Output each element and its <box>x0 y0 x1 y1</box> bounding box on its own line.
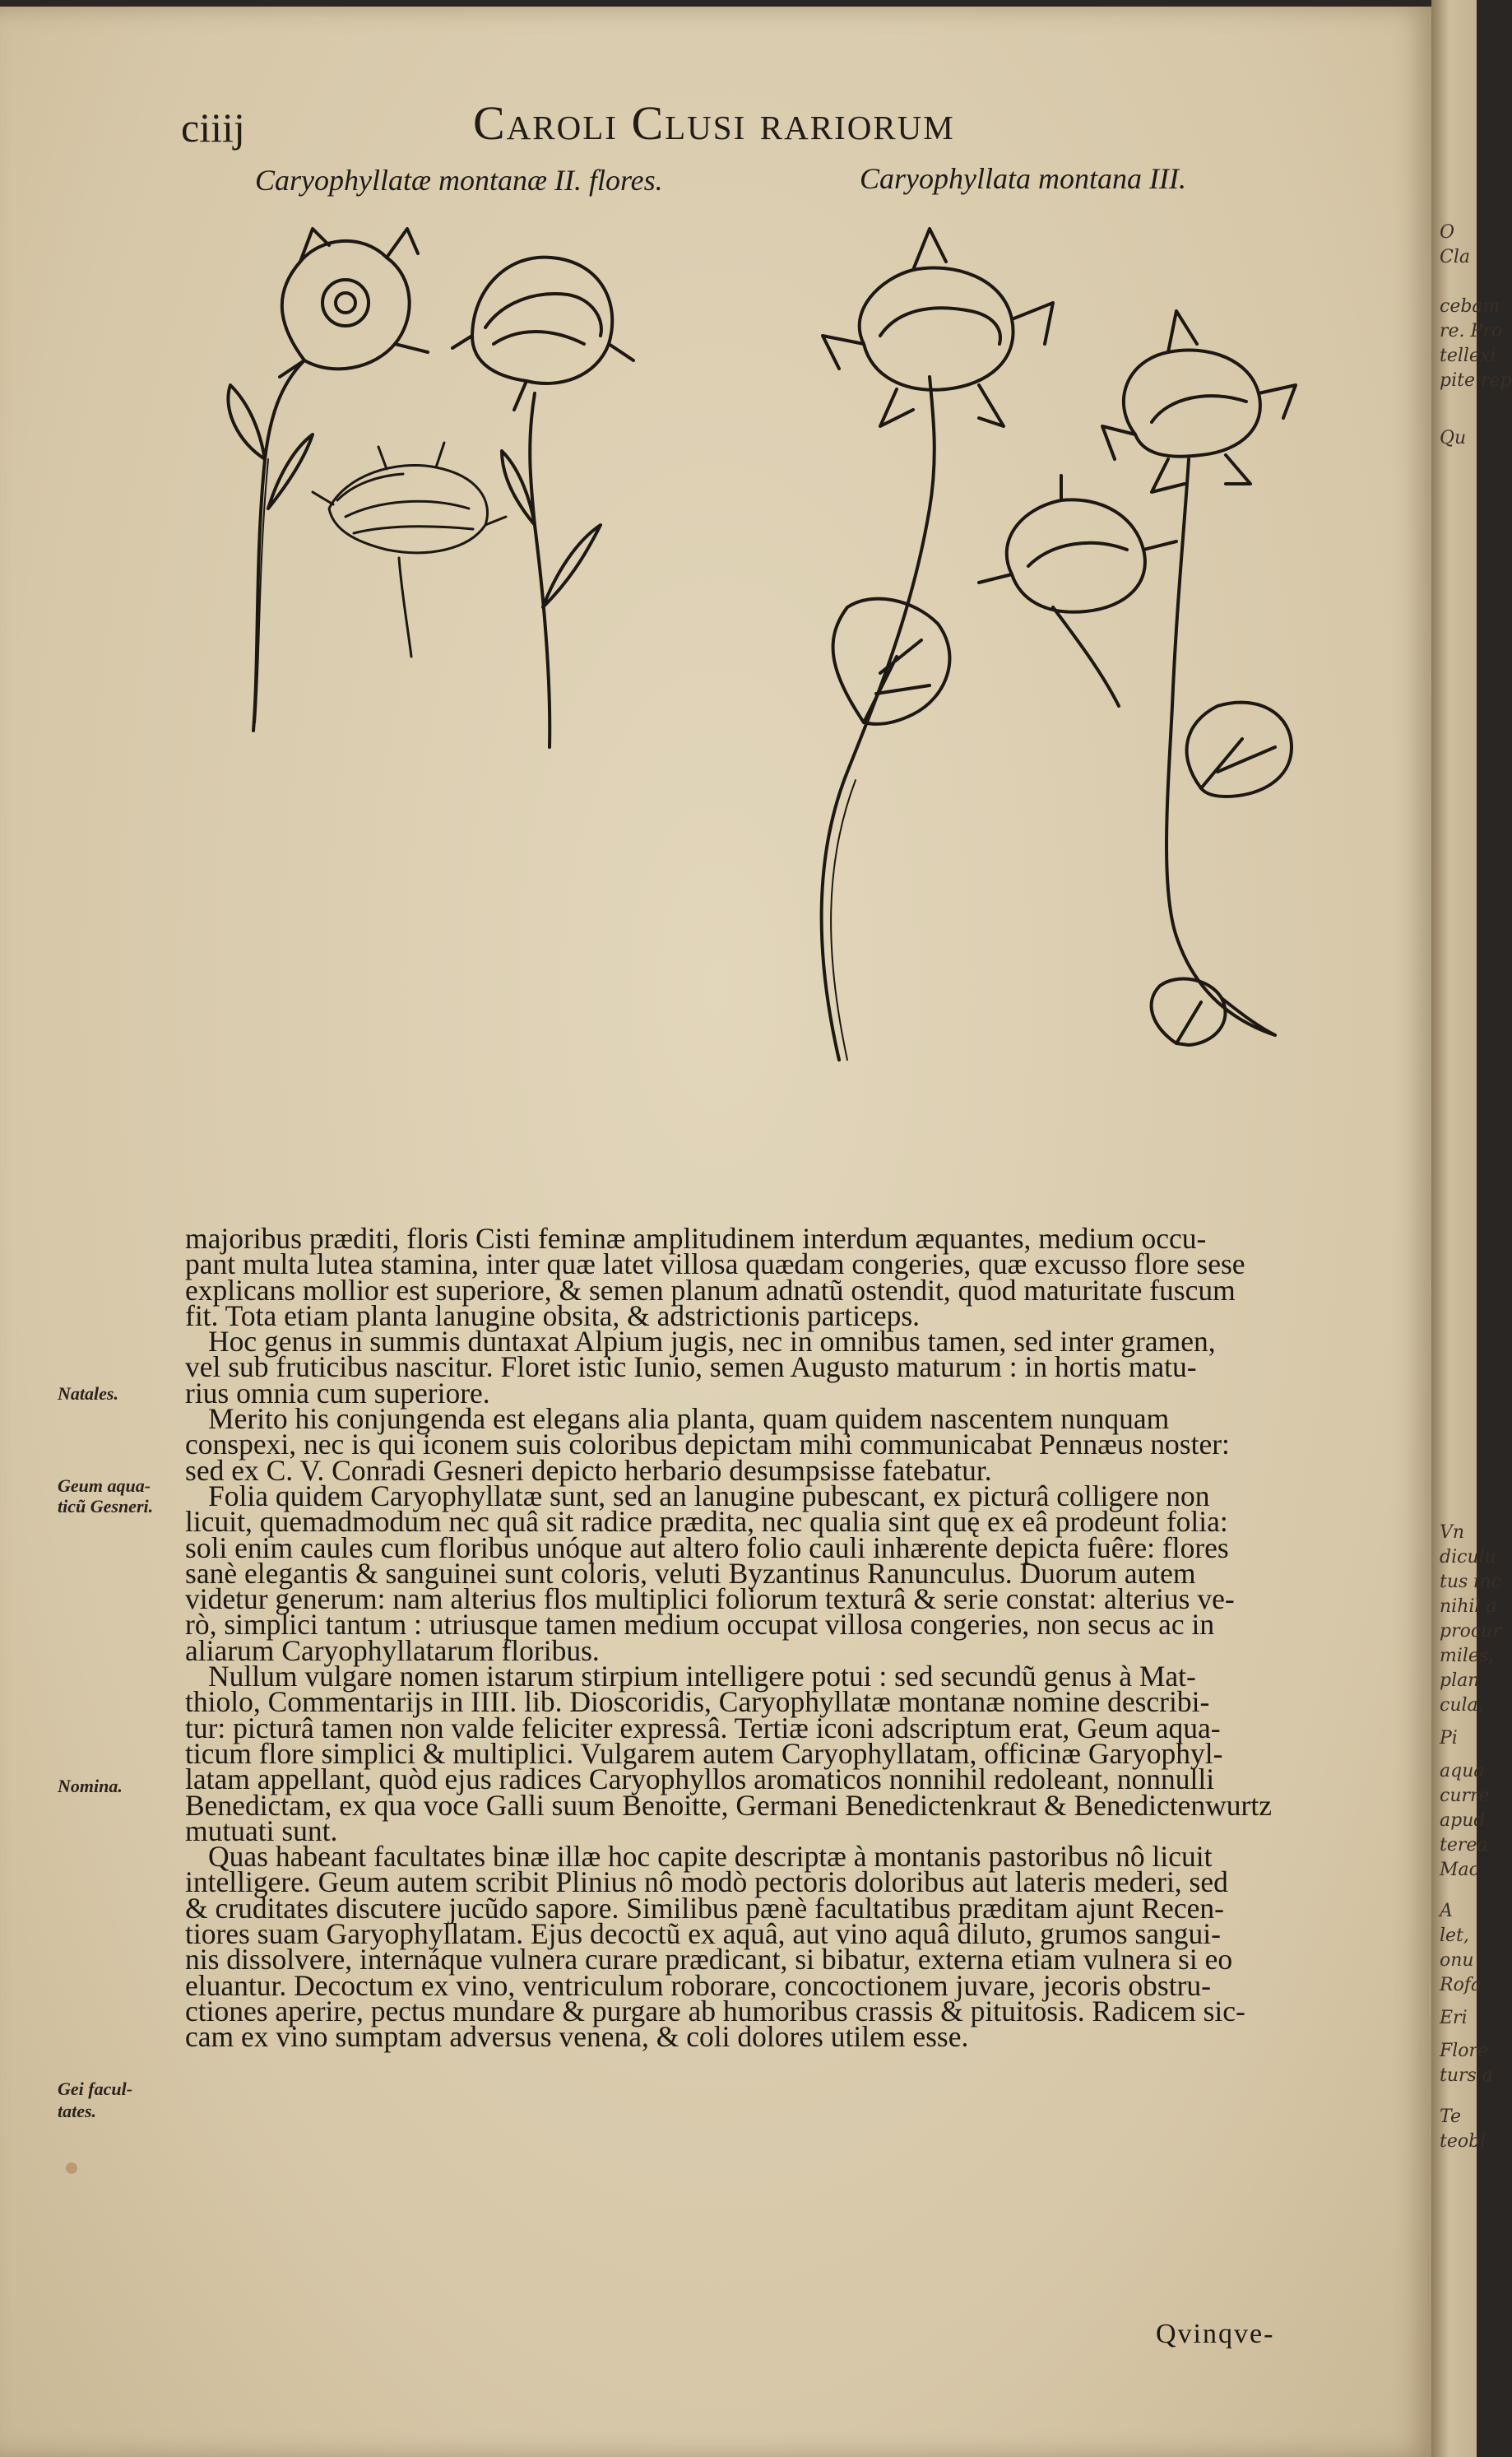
body-line: latam appellant, quòd ejus radices Caryophyllos aromaticos nonnihil redoleant, nonnulli <box>185 1763 1215 1796</box>
flower-open-left <box>228 229 428 731</box>
adjacent-page-fragment: cebam <box>1440 296 1500 317</box>
body-line: Merito his conjungenda est elegans alia planta, quam quidem nascentem nunquam <box>208 1402 1170 1436</box>
adjacent-page-fragment: re. Pro <box>1440 321 1503 341</box>
book-page <box>0 7 1435 2457</box>
plant-curved-right <box>1102 311 1296 1045</box>
body-line: Hoc genus in summis duntaxat Alpium jugis, nec in omnibus tamen, sed inter gramen, <box>208 1325 1216 1359</box>
adjacent-page-fragment: Pi <box>1440 1728 1458 1749</box>
adjacent-page-fragment: Cla <box>1440 247 1470 267</box>
adjacent-page-fragment: terea <box>1440 1835 1488 1856</box>
body-line: thiolo, Commentarijs in IIII. lib. Dioscoridis, Caryophyllatæ montanæ nomine describi- <box>185 1685 1210 1719</box>
body-line: licuit, quemadmodum nec quâ sit radice prædita, nec qualia sint quę ex eâ prodeunt folia: <box>185 1505 1228 1539</box>
body-line: vel sub fruticibus nascitur. Floret istic Iunio, semen Augusto maturum : in hortis matu- <box>185 1350 1197 1384</box>
body-line: Quas habeant facultates binæ illæ hoc capite descriptæ à montanis pastoribus nô licuit <box>208 1840 1213 1874</box>
adjacent-page-fragment: Mac <box>1440 1860 1479 1880</box>
adjacent-page-fragment: let, <box>1440 1925 1469 1946</box>
body-line: mutuati sunt. <box>185 1814 338 1847</box>
body-line: & cruditates discutere jucũdo sapore. Similibus pænè facultatibus præditam ajunt Recen- <box>185 1891 1224 1925</box>
body-line: rius omnia cum superiore. <box>185 1376 490 1410</box>
page-number: ciiij <box>181 105 245 151</box>
adjacent-page-fragment: nihil a <box>1440 1596 1497 1617</box>
adjacent-page-fragment: tus inc <box>1440 1572 1501 1592</box>
body-line: soli enim caules cum floribus unóque aut altero folio cauli inhærente depicta fuêre: flores <box>185 1530 1229 1564</box>
paper-stain <box>66 2162 77 2174</box>
adjacent-page-fragment: diculu <box>1440 1547 1496 1568</box>
body-line: ctiones aperire, pectus mundare & purgare ab humoribus crassis & pituitosis. Radicem sic- <box>185 1994 1245 2027</box>
margin-note-facultates-1: Gei facul- <box>58 2078 133 2099</box>
adjacent-page-fragment: teobl <box>1440 2131 1486 2152</box>
caption-left: Caryophyllatæ montanæ II. flores. <box>255 164 663 197</box>
body-line: sed ex C. V. Conradi Gesneri depicto herbario desumpsisse fatebatur. <box>185 1453 992 1487</box>
adjacent-page-fragment: apud <box>1440 1810 1486 1831</box>
adjacent-page-fragment: procur <box>1440 1621 1501 1642</box>
adjacent-page-fragment: Rofa <box>1440 1975 1482 1995</box>
body-line: Nullum vulgare nomen istarum stirpium intelligere potui : sed secundũ genus à Mat- <box>208 1660 1196 1693</box>
margin-note-geum-1: Geum aqua- <box>58 1475 151 1496</box>
running-title: Caroli Clusi rariorum <box>473 96 955 150</box>
body-line: pant multa lutea stamina, inter quæ latet villosa quædam congeries, quæ excusso flore sese <box>185 1247 1245 1281</box>
woodcut-illustration <box>189 212 1324 1134</box>
body-line: fit. Tota etiam planta lanugine obsita, & adstrictionis particeps. <box>185 1298 921 1332</box>
body-line: tiores suam Garyophyllatam. Ejus decoctũ ex aquâ, aut vino aquâ diluto, grumos sangui- <box>185 1917 1221 1951</box>
adjacent-page-fragment: pite rep <box>1440 370 1512 391</box>
adjacent-page-fragment: A <box>1440 1901 1453 1921</box>
margin-note-facultates-2: tates. <box>58 2101 97 2121</box>
adjacent-page-fragment: tellexi <box>1440 346 1496 366</box>
body-line: cam ex vino sumptam adversus venena, & coli dolores utilem esse. <box>185 2020 969 2054</box>
body-line: Benedictam, ex qua voce Galli suum Benoitte, Germani Benedictenkraut & Benedictenwurtz <box>185 1788 1272 1822</box>
body-line: sanè elegantis & sanguinei sunt coloris, veluti Byzantinus Ranunculus. Duorum autem <box>185 1556 1196 1590</box>
catchword: Qvinqve- <box>1156 2319 1275 2349</box>
body-line: tur: picturâ tamen non valde feliciter expressâ. Tertiæ iconi adscriptum erat, Geum aqua- <box>185 1711 1221 1744</box>
body-line: nis dissolvere, internáque vulnera curare prædicant, si bibatur, externa etiam vulnera si eo <box>185 1943 1233 1976</box>
body-line: rò, simplici tantum : utriusque tamen medium occupat villosa congeries, non secus ac in <box>185 1608 1215 1642</box>
seed-head-left <box>313 443 506 657</box>
adjacent-page-fragment: O <box>1440 222 1455 243</box>
body-line: explicans mollior est superiore, & semen planum adnatũ ostendit, quod maturitate fuscum <box>185 1273 1236 1307</box>
adjacent-page-fragment: Flore <box>1440 2041 1489 2061</box>
body-line: videtur generum: nam alterius flos multiplici foliorum texturâ & serie constat: alterius ve- <box>185 1582 1235 1616</box>
adjacent-page-fragment: cula, <box>1440 1695 1484 1716</box>
body-line: majoribus præditi, floris Cisti feminæ amplitudinem interdum æquantes, medium occu- <box>185 1222 1207 1255</box>
margin-note-natales: Natales. <box>58 1383 118 1404</box>
adjacent-page-fragment: turs a <box>1440 2065 1493 2086</box>
body-line: aliarum Caryophyllatarum floribus. <box>185 1633 600 1667</box>
body-line: eluantur. Decoctum ex vino, ventriculum roborare, concoctionem juvare, jecoris obstru- <box>185 1968 1212 2002</box>
margin-note-nomina: Nomina. <box>58 1776 123 1796</box>
body-line: Folia quidem Caryophyllatæ sunt, sed an lanugine pubescant, ex picturâ colligere non <box>208 1479 1210 1512</box>
adjacent-page-fragment: plan <box>1440 1670 1480 1691</box>
adjacent-page-fragment: onu <box>1440 1950 1474 1971</box>
body-line: conspexi, nec is qui iconem suis coloribus depictam mihi communicabat Pennæus noster: <box>185 1428 1230 1461</box>
flower-closed-left <box>452 258 633 747</box>
adjacent-page-fragment: Te <box>1440 2106 1461 2127</box>
caption-right: Caryophyllata montana III. <box>860 162 1186 195</box>
margin-note-geum-2: ticũ Gesneri. <box>58 1496 154 1516</box>
adjacent-page-edge <box>1431 0 1512 2457</box>
adjacent-page-fragment: Eri <box>1440 2008 1468 2028</box>
adjacent-page-fragment: aqua <box>1440 1761 1485 1781</box>
adjacent-page-fragment: Vn <box>1440 1522 1465 1543</box>
body-text <box>185 1222 1329 2054</box>
body-line: intelligere. Geum autem scribit Plinius nô modò pectoris doloribus aut lateris mederi, sed <box>185 1865 1228 1899</box>
plant-tall-right <box>822 229 1176 1060</box>
adjacent-page-fragment: curre <box>1440 1786 1490 1806</box>
adjacent-page-fragment: Qu <box>1440 428 1467 448</box>
adjacent-page-fragment: miles, <box>1440 1646 1495 1666</box>
body-line: ticum flore simplici & multiplici. Vulgarem autem Caryophyllatam, officinæ Garyophyl- <box>185 1736 1223 1770</box>
